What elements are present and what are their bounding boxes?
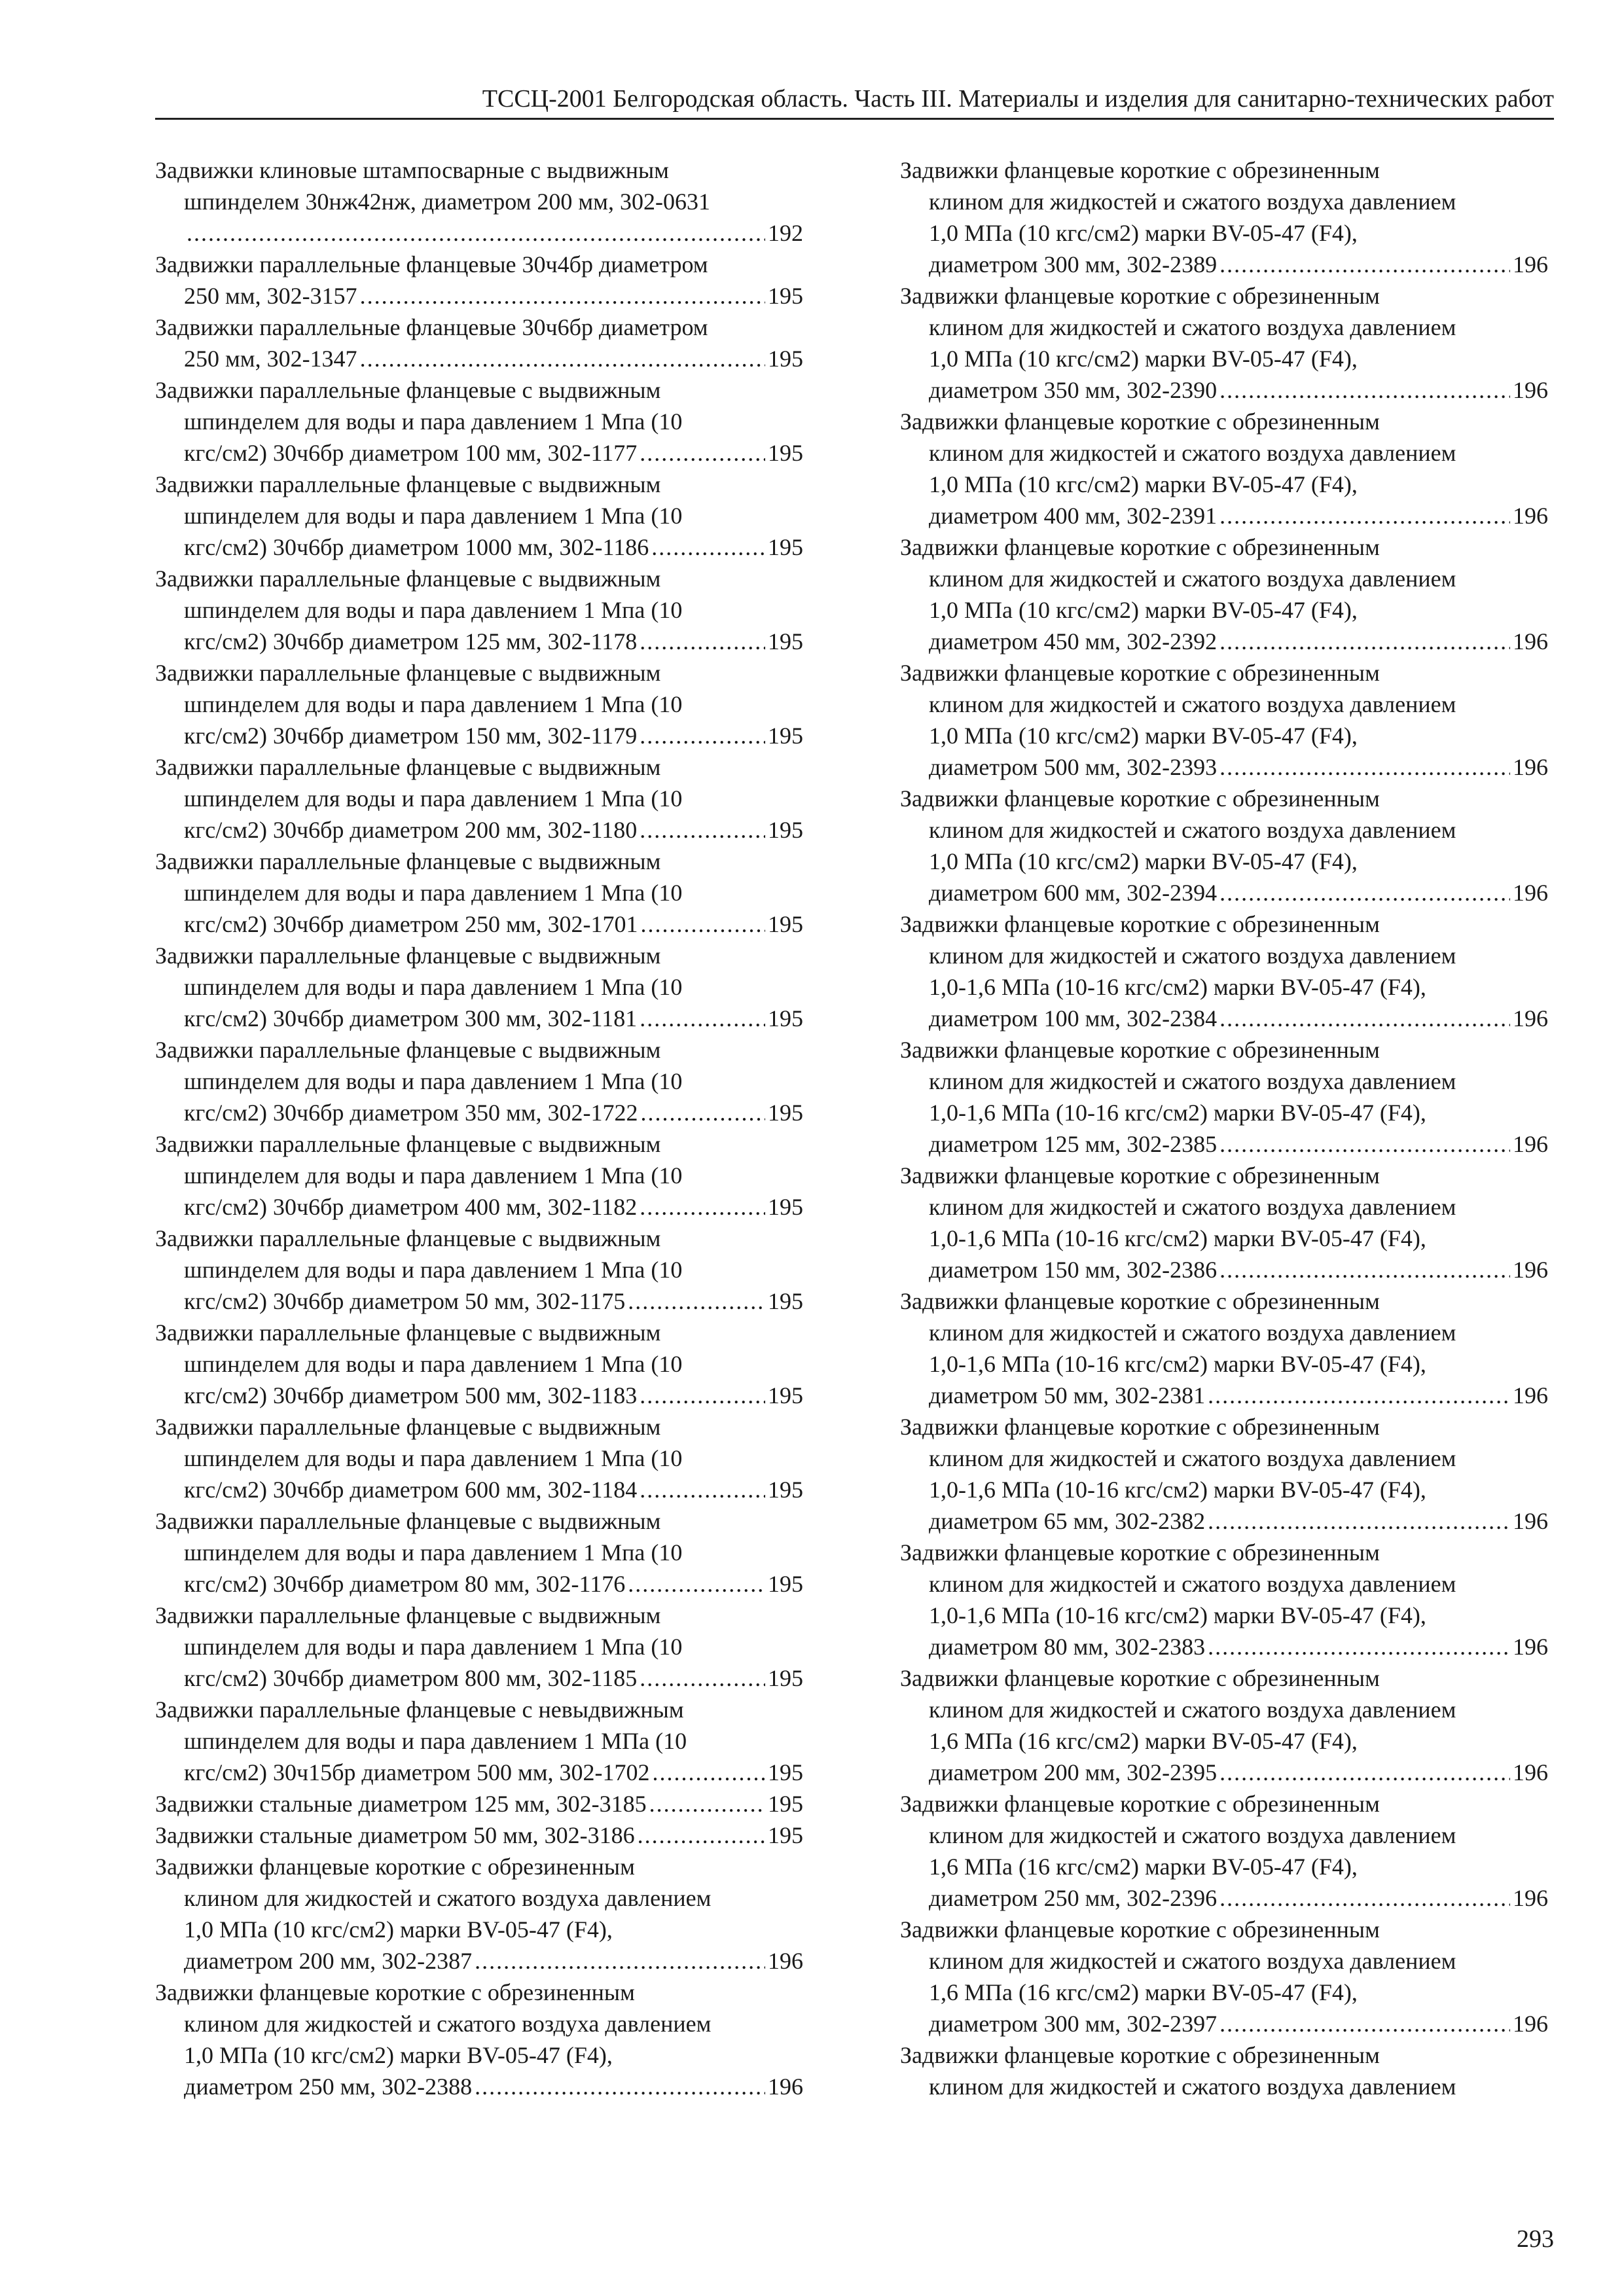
- index-entry: [900, 908, 1548, 1034]
- index-entry-tail: диаметром 65 мм, 302-2382: [929, 1508, 1206, 1534]
- index-entry-line: Задвижки параллельные фланцевые с выдвижным: [155, 754, 661, 780]
- index-entry-tail: кгс/см2) 30ч6бр диаметром 350 мм, 302-1722: [184, 1100, 638, 1126]
- index-entry-line: шпинделем для воды и пара давлением 1 Мпа (10: [184, 785, 683, 812]
- index-entry-page: 192: [768, 220, 803, 246]
- dot-leader: [641, 908, 765, 940]
- index-entry-line: Задвижки параллельные фланцевые с выдвижным: [155, 848, 661, 874]
- index-entry-last-line: [900, 1380, 1548, 1411]
- index-entry-line: клином для жидкостей и сжатого воздуха давлением: [929, 314, 1456, 340]
- index-entry-last-line: [155, 1097, 803, 1128]
- dot-leader: [641, 1097, 765, 1128]
- index-entry-line: клином для жидкостей и сжатого воздуха давлением: [929, 942, 1456, 969]
- index-entry-line: клином для жидкостей и сжатого воздуха давлением: [929, 1822, 1456, 1848]
- index-entry-tail: кгс/см2) 30ч6бр диаметром 125 мм, 302-1178: [184, 628, 638, 655]
- index-entry-line: шпинделем для воды и пара давлением 1 МПа (10: [184, 1728, 687, 1754]
- index-entry: [155, 1977, 803, 2102]
- index-entry-tail: диаметром 300 мм, 302-2389: [929, 251, 1218, 278]
- index-entry: [155, 1128, 803, 1223]
- index-entry-line: Задвижки параллельные фланцевые с выдвижным: [155, 377, 661, 403]
- dot-leader: [640, 626, 765, 657]
- index-entry-last-line: [900, 877, 1548, 908]
- index-entry-line: Задвижки параллельные фланцевые 30ч6бр диаметром: [155, 314, 708, 340]
- index-entry-last-line: [155, 343, 803, 374]
- index-entry-last-line: [155, 1285, 803, 1317]
- index-entry-last-line: [155, 1568, 803, 1600]
- index-entry: [900, 1411, 1548, 1537]
- index-entry-tail: диаметром 500 мм, 302-2393: [929, 754, 1218, 780]
- index-entry-line: шпинделем для воды и пара давлением 1 Мпа (10: [184, 503, 683, 529]
- index-entry-line: Задвижки параллельные фланцевые с выдвижным: [155, 1225, 661, 1251]
- dot-leader: [475, 2071, 765, 2102]
- index-entry-line: шпинделем для воды и пара давлением 1 Мпа (10: [184, 880, 683, 906]
- index-entry-line: Задвижки фланцевые короткие с обрезиненным: [900, 1665, 1380, 1691]
- index-entry-page: 195: [768, 1791, 803, 1817]
- index-entry-last-line: [155, 1380, 803, 1411]
- index-entry-line: Задвижки фланцевые короткие с обрезиненным: [900, 534, 1380, 560]
- index-entry-page: 196: [1513, 1508, 1548, 1534]
- index-entry-line: Задвижки фланцевые короткие с обрезиненным: [900, 911, 1380, 937]
- index-entry: [155, 563, 803, 657]
- index-entry-line: клином для жидкостей и сжатого воздуха давлением: [929, 1948, 1456, 1974]
- index-entry-line: клином для жидкостей и сжатого воздуха давлением: [929, 1194, 1456, 1220]
- index-entry-page: 196: [1513, 251, 1548, 278]
- index-entry: [900, 1285, 1548, 1411]
- index-entry-page: 195: [768, 1382, 803, 1408]
- index-entry-last-line: [900, 500, 1548, 531]
- dot-leader: [1208, 1505, 1510, 1537]
- index-entry-line: 1,0-1,6 МПа (10-16 кгс/см2) марки BV-05-47 (F4),: [929, 1225, 1426, 1251]
- index-entry-last-line: [900, 1254, 1548, 1285]
- dot-leader: [640, 1380, 765, 1411]
- index-entry-line: 1,0 МПа (10 кгс/см2) марки BV-05-47 (F4),: [929, 848, 1358, 874]
- index-entry-last-line: [900, 1757, 1548, 1788]
- index-entry-last-line: [155, 531, 803, 563]
- index-entry-tail: кгс/см2) 30ч6бр диаметром 400 мм, 302-1182: [184, 1194, 638, 1220]
- dot-leader: [640, 720, 765, 751]
- index-entry-tail: кгс/см2) 30ч6бр диаметром 80 мм, 302-1176: [184, 1571, 626, 1597]
- index-entry-last-line: [900, 1505, 1548, 1537]
- index-entry-tail: диаметром 100 мм, 302-2384: [929, 1005, 1218, 1031]
- index-entry-line: 1,0 МПа (10 кгс/см2) марки BV-05-47 (F4),: [929, 471, 1358, 497]
- dot-leader: [475, 1945, 765, 1977]
- index-entry-line: Задвижки фланцевые короткие с обрезиненным: [900, 408, 1380, 435]
- index-entry-line: клином для жидкостей и сжатого воздуха давлением: [929, 691, 1456, 717]
- index-entry: [900, 280, 1548, 406]
- index-entry-last-line: [900, 374, 1548, 406]
- index-entry-page: 196: [1513, 377, 1548, 403]
- dot-leader: [360, 280, 765, 312]
- dot-leader: [1219, 1757, 1510, 1788]
- index-entry-line: 1,0 МПа (10 кгс/см2) марки BV-05-47 (F4),: [184, 1916, 613, 1943]
- index-entry-line: клином для жидкостей и сжатого воздуха давлением: [929, 1696, 1456, 1723]
- index-entry-line: шпинделем для воды и пара давлением 1 Мпа (10: [184, 1351, 683, 1377]
- index-entry-line: шпинделем для воды и пара давлением 1 Мпа (10: [184, 1068, 683, 1094]
- index-entry-page: 195: [768, 1759, 803, 1785]
- index-entry-last-line: [155, 1820, 803, 1851]
- index-entry-tail: кгс/см2) 30ч6бр диаметром 500 мм, 302-1183: [184, 1382, 638, 1408]
- dot-leader: [649, 1788, 765, 1820]
- index-entry-line: шпинделем для воды и пара давлением 1 Мпа (10: [184, 1162, 683, 1189]
- index-entry-line: 1,6 МПа (16 кгс/см2) марки BV-05-47 (F4),: [929, 1854, 1358, 1880]
- dot-leader: [640, 814, 765, 846]
- index-entry-tail: диаметром 50 мм, 302-2381: [929, 1382, 1206, 1408]
- dot-leader: [360, 343, 765, 374]
- index-entry-line: Задвижки фланцевые короткие с обрезиненным: [900, 1162, 1380, 1189]
- index-entry-page: 195: [768, 1822, 803, 1848]
- index-entry-line: клином для жидкостей и сжатого воздуха давлением: [929, 817, 1456, 843]
- index-entry: [155, 374, 803, 469]
- index-entry-line: Задвижки фланцевые короткие с обрезиненным: [900, 1288, 1380, 1314]
- index-entry-last-line: [900, 751, 1548, 783]
- index-entry: [900, 1034, 1548, 1160]
- dot-leader: [653, 1757, 765, 1788]
- index-entry-line: Задвижки фланцевые короткие с обрезиненным: [900, 1414, 1380, 1440]
- index-entry: [155, 846, 803, 940]
- index-entry-page: 195: [768, 911, 803, 937]
- index-entry: [155, 1411, 803, 1505]
- index-entry-line: Задвижки параллельные фланцевые с выдвижным: [155, 660, 661, 686]
- index-entry: [155, 469, 803, 563]
- index-entry-line: 1,0-1,6 МПа (10-16 кгс/см2) марки BV-05-47 (F4),: [929, 1477, 1426, 1503]
- index-entry: [900, 1788, 1548, 1914]
- index-entry-page: 196: [1513, 880, 1548, 906]
- index-entry: [155, 249, 803, 312]
- index-entry-line: Задвижки фланцевые короткие с обрезиненным: [155, 1854, 635, 1880]
- dot-leader: [1219, 1254, 1510, 1285]
- index-entry-line: клином для жидкостей и сжатого воздуха давлением: [929, 2073, 1456, 2100]
- dot-leader: [1219, 877, 1510, 908]
- index-entry-line: Задвижки параллельные фланцевые с выдвижным: [155, 942, 661, 969]
- index-entry-line: Задвижки параллельные фланцевые 30ч4бр диаметром: [155, 251, 708, 278]
- index-entry-tail: кгс/см2) 30ч6бр диаметром 300 мм, 302-1181: [184, 1005, 638, 1031]
- index-entry-tail: кгс/см2) 30ч6бр диаметром 600 мм, 302-1184: [184, 1477, 638, 1503]
- index-entry-line: 1,0 МПа (10 кгс/см2) марки BV-05-47 (F4),: [929, 220, 1358, 246]
- index-entry-line: Задвижки фланцевые короткие с обрезиненным: [900, 157, 1380, 183]
- index-entry-line: шпинделем для воды и пара давлением 1 Мпа (10: [184, 408, 683, 435]
- index-entry: [900, 783, 1548, 908]
- index-entry-tail: кгс/см2) 30ч6бр диаметром 100 мм, 302-1177: [184, 440, 638, 466]
- index-entry-line: клином для жидкостей и сжатого воздуха давлением: [929, 1319, 1456, 1346]
- index-entry-page: 195: [768, 346, 803, 372]
- dot-leader: [1208, 1631, 1510, 1662]
- index-entry-last-line: [900, 1882, 1548, 1914]
- dot-leader: [1219, 751, 1510, 783]
- index-entry-line: клином для жидкостей и сжатого воздуха давлением: [929, 1571, 1456, 1597]
- index-entry-line: Задвижки параллельные фланцевые с выдвижным: [155, 1319, 661, 1346]
- index-entry: [155, 940, 803, 1034]
- index-entry-line: 1,0-1,6 МПа (10-16 кгс/см2) марки BV-05-47 (F4),: [929, 974, 1426, 1000]
- index-entry-page: 196: [768, 2073, 803, 2100]
- dot-leader: [1219, 249, 1510, 280]
- index-entry-page: 195: [768, 1571, 803, 1597]
- index-entry-line: Задвижки параллельные фланцевые с выдвижным: [155, 565, 661, 592]
- dot-leader: [628, 1285, 765, 1317]
- index-entry-line: клином для жидкостей и сжатого воздуха давлением: [929, 565, 1456, 592]
- index-entry-tail: кгс/см2) 30ч6бр диаметром 250 мм, 302-1701: [184, 911, 638, 937]
- index-entry-line: клином для жидкостей и сжатого воздуха давлением: [929, 188, 1456, 215]
- index-entry: [155, 1505, 803, 1600]
- index-entry-tail: Задвижки стальные диаметром 125 мм, 302-3185: [155, 1791, 647, 1817]
- index-entry-line: Задвижки параллельные фланцевые с невыдвижным: [155, 1696, 684, 1723]
- index-entry-line: Задвижки параллельные фланцевые с выдвижным: [155, 1037, 661, 1063]
- index-entry-page: 195: [768, 440, 803, 466]
- dot-leader: [1219, 1882, 1510, 1914]
- index-entry-last-line: [155, 1003, 803, 1034]
- index-entry-tail: диаметром 400 мм, 302-2391: [929, 503, 1218, 529]
- index-entry: [155, 1694, 803, 1788]
- index-entry-line: шпинделем для воды и пара давлением 1 Мпа (10: [184, 597, 683, 623]
- index-entry-page: 195: [768, 1665, 803, 1691]
- index-entry-tail: кгс/см2) 30ч6бр диаметром 200 мм, 302-1180: [184, 817, 638, 843]
- index-entry-line: 1,0 МПа (10 кгс/см2) марки BV-05-47 (F4),: [929, 597, 1358, 623]
- index-entry-tail: диаметром 600 мм, 302-2394: [929, 880, 1218, 906]
- index-entry-line: Задвижки фланцевые короткие с обрезиненным: [900, 1539, 1380, 1566]
- index-entry-line: 1,0-1,6 МПа (10-16 кгс/см2) марки BV-05-47 (F4),: [929, 1100, 1426, 1126]
- dot-leader: [1219, 1128, 1510, 1160]
- dot-leader: [640, 1003, 765, 1034]
- index-entry-line: клином для жидкостей и сжатого воздуха давлением: [929, 1445, 1456, 1471]
- index-entry: [900, 1160, 1548, 1285]
- index-entry-tail: диаметром 125 мм, 302-2385: [929, 1131, 1218, 1157]
- index-entry-tail: диаметром 450 мм, 302-2392: [929, 628, 1218, 655]
- dot-leader: [640, 437, 765, 469]
- index-entry-page: 196: [1513, 754, 1548, 780]
- index-entry-page: 196: [1513, 628, 1548, 655]
- index-entry-line: шпинделем для воды и пара давлением 1 Мпа (10: [184, 1539, 683, 1566]
- index-entry-line: Задвижки параллельные фланцевые с выдвижным: [155, 1414, 661, 1440]
- index-entry-last-line: [155, 720, 803, 751]
- index-entry-last-line: [155, 1662, 803, 1694]
- index-entry-tail: Задвижки стальные диаметром 50 мм, 302-3186: [155, 1822, 635, 1848]
- index-entry: [155, 1851, 803, 1977]
- index-entry-tail: диаметром 350 мм, 302-2390: [929, 377, 1218, 403]
- index-entry-line: клином для жидкостей и сжатого воздуха давлением: [184, 1885, 712, 1911]
- index-entry-page: 196: [1513, 1257, 1548, 1283]
- index-entry-line: 1,0 МПа (10 кгс/см2) марки BV-05-47 (F4),: [929, 346, 1358, 372]
- index-column-right: [900, 154, 1548, 2102]
- index-entry: [155, 1820, 803, 1851]
- index-entry-tail: диаметром 250 мм, 302-2396: [929, 1885, 1218, 1911]
- index-entry: [900, 1662, 1548, 1788]
- index-entry-last-line: [900, 2008, 1548, 2039]
- index-entry: [155, 154, 803, 249]
- index-entry-line: шпинделем для воды и пара давлением 1 Мпа (10: [184, 1445, 683, 1471]
- dot-leader: [1219, 626, 1510, 657]
- index-entry-page: 195: [768, 1288, 803, 1314]
- index-entry-last-line: [155, 814, 803, 846]
- index-entry: [155, 1788, 803, 1820]
- index-entry: [155, 1317, 803, 1411]
- index-entry-tail: диаметром 200 мм, 302-2387: [184, 1948, 473, 1974]
- dot-leader: [628, 1568, 765, 1600]
- index-entry-last-line: [155, 1474, 803, 1505]
- index-entry-line: Задвижки фланцевые короткие с обрезиненным: [900, 283, 1380, 309]
- index-entry-page: 196: [1513, 1885, 1548, 1911]
- index-entry-line: 1,6 МПа (16 кгс/см2) марки BV-05-47 (F4),: [929, 1728, 1358, 1754]
- dot-leader: [651, 531, 765, 563]
- dot-leader: [187, 217, 765, 249]
- header-rule: [155, 118, 1554, 120]
- index-entry-last-line: [155, 437, 803, 469]
- index-entry-line: 1,0 МПа (10 кгс/см2) марки BV-05-47 (F4),: [929, 723, 1358, 749]
- index-entry-last-line: [155, 1191, 803, 1223]
- index-entry-tail: диаметром 200 мм, 302-2395: [929, 1759, 1218, 1785]
- index-entry-last-line: [155, 626, 803, 657]
- index-entry-last-line: [900, 1631, 1548, 1662]
- index-entry-tail: диаметром 80 мм, 302-2383: [929, 1634, 1206, 1660]
- index-entry-line: клином для жидкостей и сжатого воздуха давлением: [929, 440, 1456, 466]
- index-entry-line: шпинделем для воды и пара давлением 1 Мпа (10: [184, 1634, 683, 1660]
- index-entry-line: 1,0-1,6 МПа (10-16 кгс/см2) марки BV-05-47 (F4),: [929, 1351, 1426, 1377]
- dot-leader: [1219, 374, 1510, 406]
- index-entry-page: 195: [768, 1005, 803, 1031]
- index-entry: [900, 154, 1548, 280]
- index-entry-last-line: [155, 1788, 803, 1820]
- index-entry-tail: диаметром 150 мм, 302-2386: [929, 1257, 1218, 1283]
- index-entry-tail: кгс/см2) 30ч6бр диаметром 1000 мм, 302-1186: [184, 534, 649, 560]
- index-entry-last-line: [900, 1003, 1548, 1034]
- index-entry-line: шпинделем 30нж42нж, диаметром 200 мм, 302-0631: [184, 188, 710, 215]
- index-entry-last-line: [900, 1128, 1548, 1160]
- dot-leader: [640, 1474, 765, 1505]
- index-entry-line: клином для жидкостей и сжатого воздуха давлением: [929, 1068, 1456, 1094]
- index-entry-page: 196: [1513, 1634, 1548, 1660]
- running-header: ТССЦ-2001 Белгородская область. Часть III. Материалы и изделия для санитарно-технических работ: [482, 85, 1554, 113]
- index-entry-line: Задвижки параллельные фланцевые с выдвижным: [155, 1602, 661, 1628]
- index-entry-line: Задвижки параллельные фланцевые с выдвижным: [155, 1131, 661, 1157]
- index-entry-tail: кгс/см2) 30ч6бр диаметром 150 мм, 302-1179: [184, 723, 638, 749]
- index-entry-tail: кгс/см2) 30ч6бр диаметром 50 мм, 302-1175: [184, 1288, 626, 1314]
- dot-leader: [1219, 2008, 1510, 2039]
- index-entry-line: Задвижки фланцевые короткие с обрезиненным: [900, 660, 1380, 686]
- index-entry-line: 1,6 МПа (16 кгс/см2) марки BV-05-47 (F4),: [929, 1979, 1358, 2005]
- index-entry-page: 196: [1513, 1759, 1548, 1785]
- index-entry: [155, 312, 803, 374]
- index-column-left: [155, 154, 803, 2102]
- index-entry: [900, 406, 1548, 531]
- index-entry-page: 195: [768, 534, 803, 560]
- index-entry-last-line: [900, 249, 1548, 280]
- index-entry: [155, 751, 803, 846]
- index-entry-tail: 250 мм, 302-1347: [184, 346, 357, 372]
- index-entry-page: 196: [1513, 1131, 1548, 1157]
- index-entry-tail: диаметром 300 мм, 302-2397: [929, 2011, 1218, 2037]
- index-entry-tail: кгс/см2) 30ч15бр диаметром 500 мм, 302-1702: [184, 1759, 650, 1785]
- index-entry-last-line: [155, 908, 803, 940]
- index-entry: [155, 1600, 803, 1694]
- dot-leader: [638, 1820, 765, 1851]
- index-entry: [155, 1034, 803, 1128]
- index-entry-tail: кгс/см2) 30ч6бр диаметром 800 мм, 302-1185: [184, 1665, 638, 1691]
- index-entry-line: Задвижки фланцевые короткие с обрезиненным: [155, 1979, 635, 2005]
- index-entry-last-line: [155, 1757, 803, 1788]
- index-entry-last-line: [155, 2071, 803, 2102]
- index-entry-line: Задвижки параллельные фланцевые с выдвижным: [155, 471, 661, 497]
- index-entry-line: Задвижки фланцевые короткие с обрезиненным: [900, 2042, 1380, 2068]
- index-entry: [900, 657, 1548, 783]
- index-entry-tail: 250 мм, 302-3157: [184, 283, 357, 309]
- index-entry-line: шпинделем для воды и пара давлением 1 Мпа (10: [184, 691, 683, 717]
- index-entry-page: 196: [768, 1948, 803, 1974]
- index-entry-line: 1,0-1,6 МПа (10-16 кгс/см2) марки BV-05-47 (F4),: [929, 1602, 1426, 1628]
- index-entry-tail: диаметром 250 мм, 302-2388: [184, 2073, 473, 2100]
- index-entry-page: 195: [768, 1194, 803, 1220]
- dot-leader: [1219, 500, 1510, 531]
- index-entry-page: 195: [768, 1477, 803, 1503]
- page-number: 293: [1517, 2225, 1554, 2253]
- dot-leader: [1208, 1380, 1510, 1411]
- index-entry-last-line: [900, 626, 1548, 657]
- index-entry-line: клином для жидкостей и сжатого воздуха давлением: [184, 2011, 712, 2037]
- index-entry-page: 196: [1513, 1382, 1548, 1408]
- index-entry: [900, 2039, 1548, 2102]
- index-entry-line: Задвижки фланцевые короткие с обрезиненным: [900, 1037, 1380, 1063]
- index-entry: [155, 657, 803, 751]
- index-entry-page: 195: [768, 817, 803, 843]
- index-entry-line: Задвижки фланцевые короткие с обрезиненным: [900, 1791, 1380, 1817]
- index-entry-line: Задвижки фланцевые короткие с обрезиненным: [900, 785, 1380, 812]
- dot-leader: [1219, 1003, 1510, 1034]
- index-entry-line: Задвижки параллельные фланцевые с выдвижным: [155, 1508, 661, 1534]
- index-entry-page: 196: [1513, 2011, 1548, 2037]
- index-entry-page: 195: [768, 628, 803, 655]
- index-entry: [900, 1914, 1548, 2039]
- index-entry-line: шпинделем для воды и пара давлением 1 Мпа (10: [184, 974, 683, 1000]
- dot-leader: [640, 1662, 765, 1694]
- index-entry-page: 195: [768, 1100, 803, 1126]
- index-entry-line: Задвижки клиновые штампосварные с выдвижным: [155, 157, 669, 183]
- index-entry-last-line: [155, 217, 803, 249]
- index-entry-page: 195: [768, 723, 803, 749]
- index-entry-line: Задвижки фланцевые короткие с обрезиненным: [900, 1916, 1380, 1943]
- index-entry-page: 196: [1513, 1005, 1548, 1031]
- index-entry: [155, 1223, 803, 1317]
- index-entry-last-line: [155, 280, 803, 312]
- index-entry-line: шпинделем для воды и пара давлением 1 Мпа (10: [184, 1257, 683, 1283]
- index-entry-page: 195: [768, 283, 803, 309]
- index-entry-page: 196: [1513, 503, 1548, 529]
- index-entry: [900, 1537, 1548, 1662]
- index-entry-last-line: [155, 1945, 803, 1977]
- dot-leader: [640, 1191, 765, 1223]
- index-entry: [900, 531, 1548, 657]
- index-entry-line: 1,0 МПа (10 кгс/см2) марки BV-05-47 (F4),: [184, 2042, 613, 2068]
